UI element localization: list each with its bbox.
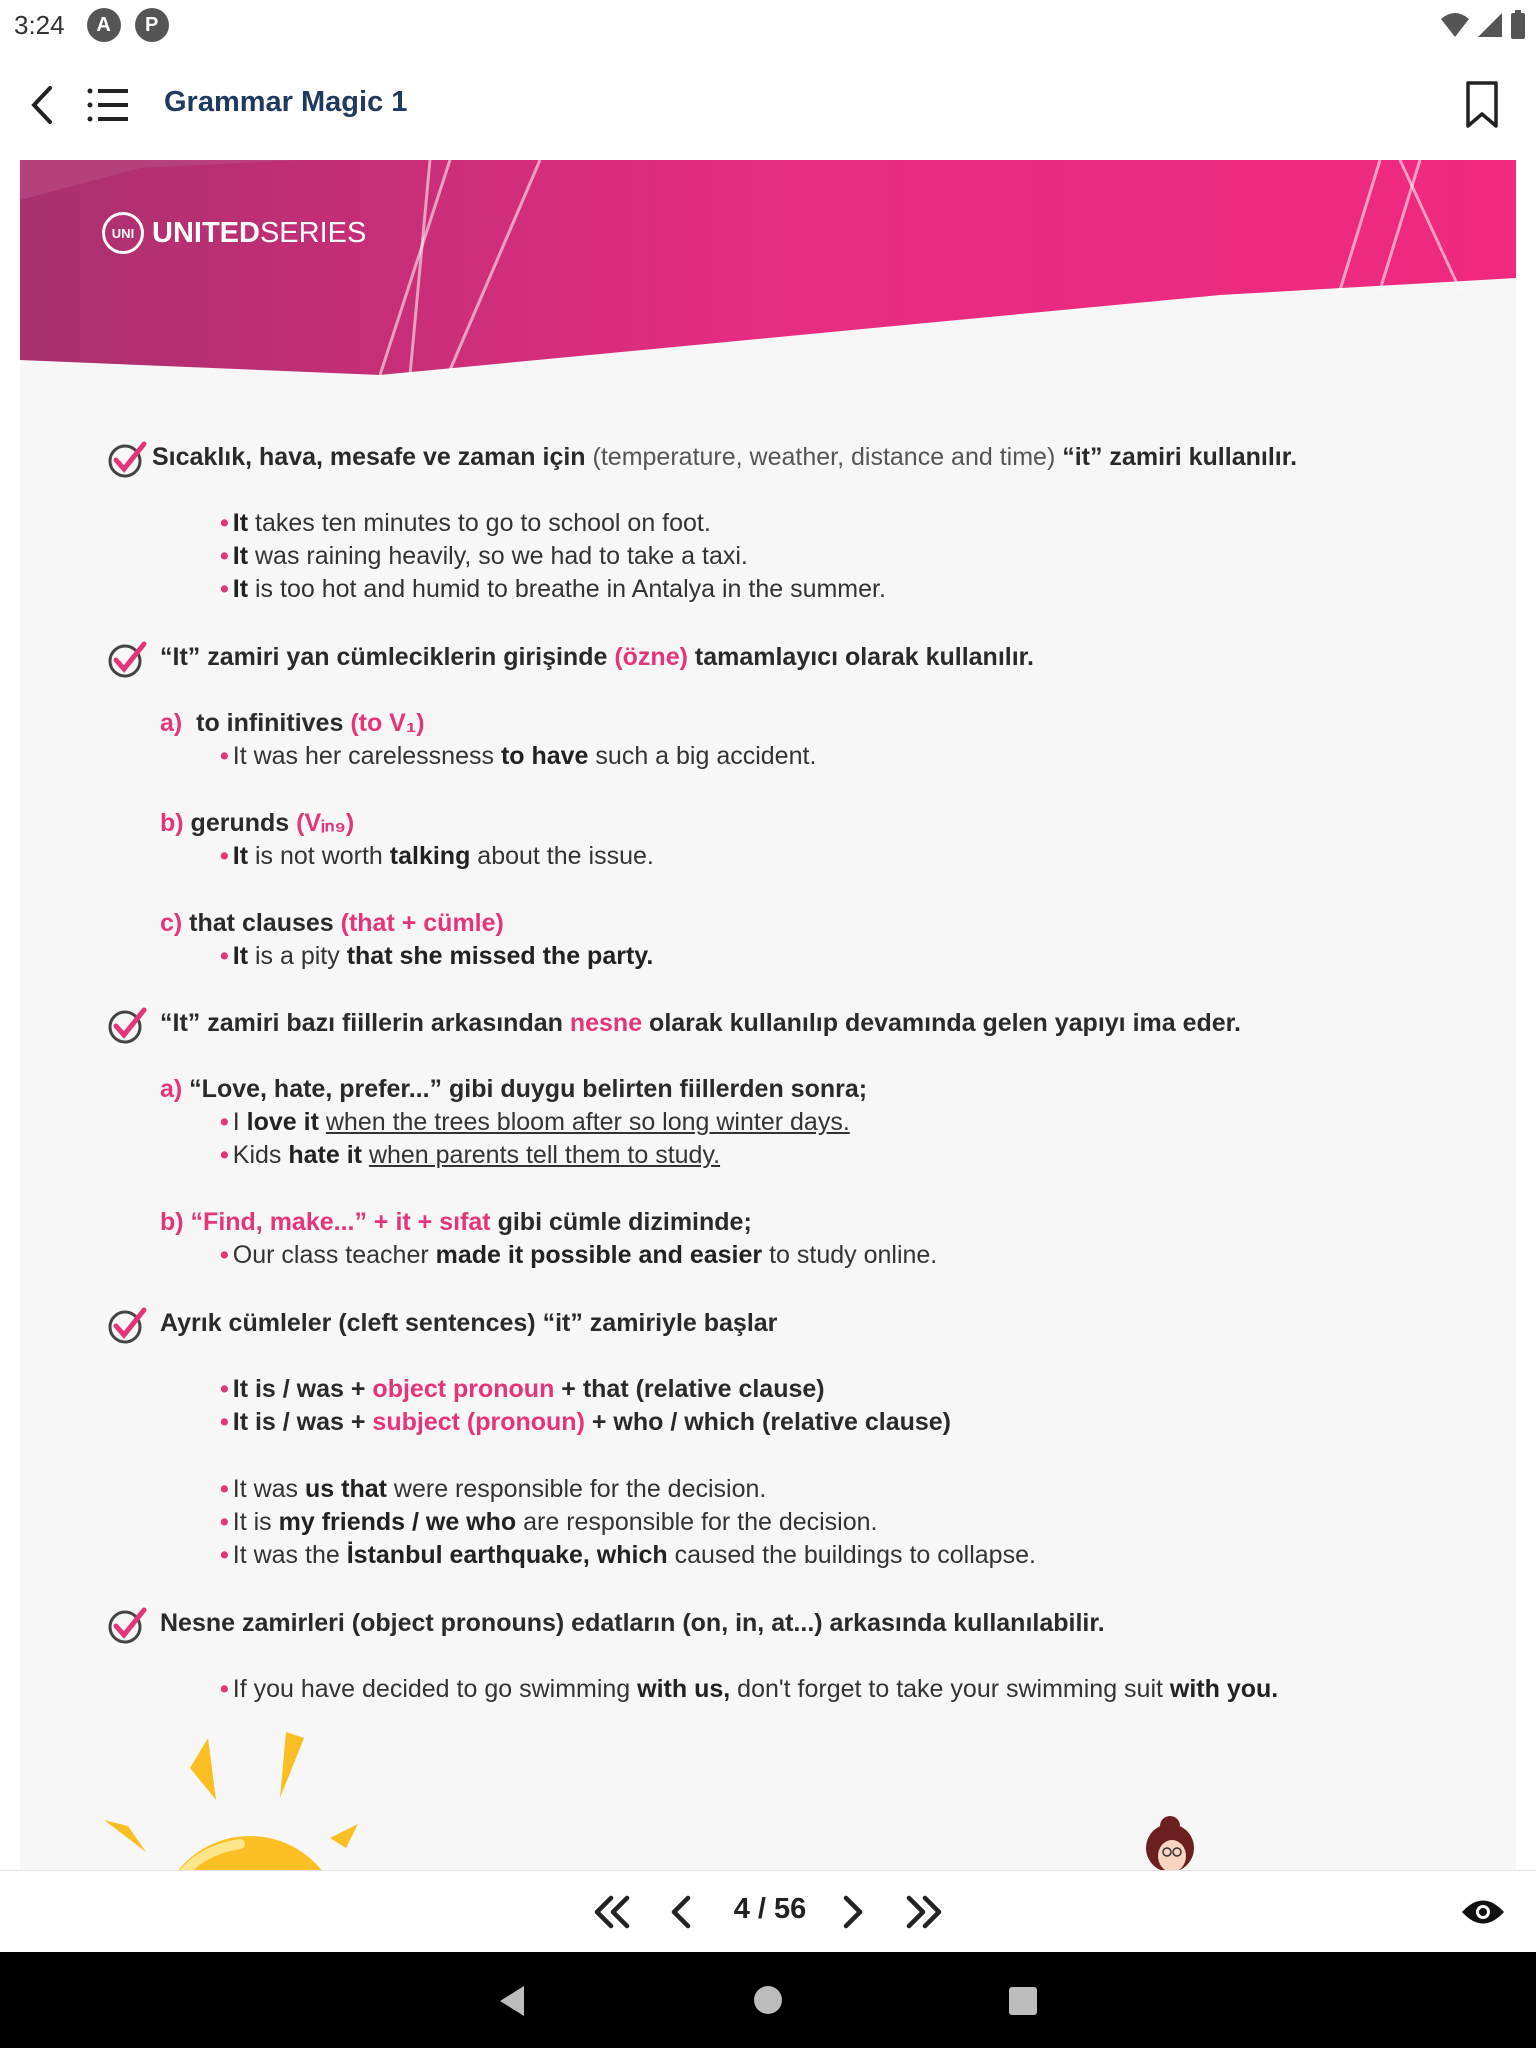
prev-page-icon: [666, 1892, 696, 1932]
system-home-icon[interactable]: [752, 1984, 784, 2016]
rule-2: [160, 642, 1034, 672]
example-2b: • It is not worth talking about the issue.: [220, 842, 654, 870]
status-time: 3:24: [14, 9, 65, 40]
rule-3-accent: nesne: [569, 1009, 643, 1037]
example-4-3: • It was the İstanbul earthquake, which caused the buildings to collapse.: [220, 1541, 1036, 1569]
ex-text: It was: [232, 1475, 306, 1503]
formula-4-2: • It is / was + subject (pronoun) + who / which (relative clause): [220, 1408, 951, 1436]
battery-icon: [1510, 10, 1526, 40]
rule-2a: [160, 708, 425, 738]
ex-text: such a big accident.: [588, 742, 817, 770]
ex-text: If you have decided to go swimming: [232, 1675, 638, 1703]
rule-3b: [160, 1207, 752, 1237]
eye-icon: [1460, 1897, 1506, 1927]
rule-1-gloss: (temperature, weather, distance and time): [592, 443, 1063, 471]
ex-text: don't forget to take your swimming suit: [730, 1675, 1170, 1703]
ex-text: + who / which (relative clause): [584, 1408, 951, 1436]
page-banner: [20, 160, 1516, 380]
checkmark-icon: [106, 638, 148, 680]
ex-bold: talking: [389, 842, 471, 870]
ex-text: were responsible for the decision.: [386, 1475, 767, 1503]
ex-text: It is: [232, 1508, 279, 1536]
ex-text: is too hot and humid to breathe in Antalya in the summer.: [248, 575, 886, 603]
ex-bold: with you.: [1169, 1675, 1279, 1703]
prev-page-button[interactable]: [654, 1887, 708, 1937]
example-1-3: • It is too hot and humid to breathe in Antalya in the summer.: [220, 575, 886, 603]
rule-3a-text: “Love, hate, prefer...” gibi duygu belirten fiillerden sonra;: [182, 1075, 868, 1103]
ex-bold: It: [232, 842, 249, 870]
book-page[interactable]: [20, 160, 1516, 1870]
letter: c): [160, 909, 183, 937]
bookmark-icon[interactable]: [1464, 80, 1500, 130]
example-4-2: • It is my friends / we who are responsible for the decision.: [220, 1508, 878, 1536]
menu-list-icon[interactable]: [86, 86, 130, 124]
ex-bold: made it possible and easier: [435, 1241, 763, 1269]
signal-icon: [1476, 11, 1504, 39]
ex-bold: to have: [500, 742, 589, 770]
checkmark-icon: [106, 1004, 148, 1046]
united-series-logo: [102, 212, 366, 254]
system-recents-icon[interactable]: [1008, 1986, 1038, 2016]
first-page-button[interactable]: [584, 1887, 638, 1937]
ex-bold: my friends / we who: [278, 1508, 517, 1536]
logo-brand-light: SERIES: [259, 216, 367, 249]
ex-bold: It: [232, 542, 249, 570]
back-arrow-icon[interactable]: [22, 80, 62, 130]
ex-bold: İstanbul earthquake, which: [346, 1541, 668, 1569]
rule-2c-accent: (that + cümle): [340, 909, 504, 937]
system-nav-bar: [0, 1952, 1536, 2048]
rule-2-accent: (özne): [614, 643, 688, 671]
rule-3: [160, 1008, 1241, 1038]
ex-text: + that (relative clause): [554, 1375, 825, 1403]
checkmark-icon: [106, 438, 148, 480]
example-1-2: • It was raining heavily, so we had to take a taxi.: [220, 542, 748, 570]
example-5-1: • If you have decided to go swimming with us, don't forget to take your swimming suit with you.: [220, 1675, 1279, 1703]
ex-bold: that she missed the party.: [346, 942, 654, 970]
rule-2b: [160, 808, 354, 838]
letter: b): [160, 809, 184, 837]
ex-text: It was her carelessness: [232, 742, 501, 770]
rule-2c-text: that clauses: [182, 909, 341, 937]
ex-bold: hate it: [288, 1141, 362, 1169]
rule-2b-text: gerunds: [183, 809, 297, 837]
app-bar: [0, 50, 1536, 160]
example-2a: • It was her carelessness to have such a big accident.: [220, 742, 817, 770]
app-notification-icon: A: [87, 8, 121, 42]
checkmark-icon: [106, 1304, 148, 1346]
pager-bar: [0, 1870, 1536, 1952]
ex-underlined: when the trees bloom after so long winter days.: [325, 1108, 850, 1136]
formula-4-1: • It is / was + object pronoun + that (relative clause): [220, 1375, 825, 1403]
ex-text: to study online.: [762, 1241, 938, 1269]
rule-4: [160, 1308, 777, 1338]
first-page-icon: [589, 1892, 633, 1932]
status-right: [1440, 10, 1526, 40]
next-page-icon: [838, 1892, 868, 1932]
ex-underlined: when parents tell them to study.: [368, 1141, 721, 1169]
ex-bold: It: [232, 942, 249, 970]
rule-5: [160, 1608, 1105, 1638]
ex-bold: with us,: [637, 1675, 731, 1703]
ex-text: It is / was +: [232, 1408, 373, 1436]
example-2c: • It is a pity that she missed the party.: [220, 942, 654, 970]
next-page-button[interactable]: [826, 1887, 880, 1937]
logo-badge: UNI: [102, 212, 144, 254]
ex-text: takes ten minutes to go to school on foot.: [248, 509, 711, 537]
rule-3-text: “It” zamiri bazı fiillerin arkasından: [160, 1009, 570, 1037]
ex-text: is not worth: [248, 842, 390, 870]
book-title: Grammar Magic 1: [164, 86, 408, 118]
page-indicator: 4 / 56: [733, 1893, 807, 1925]
rule-2-text: “It” zamiri yan cümleciklerin girişinde: [160, 643, 615, 671]
rule-3b-text: gibi cümle diziminde;: [490, 1208, 752, 1236]
ex-text: about the issue.: [470, 842, 654, 870]
rule-4-text: Ayrık cümleler (cleft sentences) “it” zamiriyle başlar: [160, 1309, 778, 1337]
rule-2-end: tamamlayıcı olarak kullanılır.: [687, 643, 1034, 671]
rule-2a-accent: (to V₁): [350, 709, 425, 737]
app-notification-icon-2: P: [135, 8, 169, 42]
letter: a): [160, 709, 183, 737]
view-toggle-button[interactable]: [1456, 1887, 1510, 1937]
ex-text: is a pity: [248, 942, 347, 970]
rule-1: [152, 442, 1297, 472]
ex-text: are responsible for the decision.: [516, 1508, 878, 1536]
rule-3-end: olarak kullanılıp devamında gelen yapıyı ima eder.: [642, 1009, 1241, 1037]
ex-text: It was the: [232, 1541, 347, 1569]
wifi-icon: [1440, 11, 1470, 39]
ex-text: Our class teacher: [232, 1241, 436, 1269]
rule-3a: [160, 1074, 867, 1104]
rule-5-text: Nesne zamirleri (object pronouns) edatların (on, in, at...) arkasında kullanılabilir.: [160, 1609, 1105, 1637]
girl-illustration: [1140, 1808, 1200, 1870]
sun-illustration: [90, 1728, 370, 1870]
example-3b: • Our class teacher made it possible and easier to study online.: [220, 1241, 938, 1269]
ex-text: It is / was +: [232, 1375, 373, 1403]
rule-2a-text: to infinitives: [182, 709, 351, 737]
ex-bold: It: [232, 575, 249, 603]
ex-text: I: [232, 1108, 247, 1136]
checkmark-icon: [106, 1604, 148, 1646]
rule-2b-accent: (Vᵢₙ₉): [296, 809, 355, 837]
last-page-icon: [903, 1892, 947, 1932]
example-3a-2: • Kids hate it when parents tell them to study.: [220, 1141, 721, 1169]
letter: a): [160, 1075, 183, 1103]
rule-3b-accent: b) “Find, make...” + it + sıfat: [160, 1208, 491, 1236]
example-3a-1: • I love it when the trees bloom after so long winter days.: [220, 1108, 850, 1136]
ex-text: Kids: [232, 1141, 289, 1169]
example-4-1: • It was us that were responsible for the decision.: [220, 1475, 767, 1503]
ex-bold: love it: [246, 1108, 319, 1136]
system-back-icon[interactable]: [496, 1984, 528, 2018]
ex-space: [362, 1141, 369, 1169]
ex-text: caused the buildings to collapse.: [667, 1541, 1036, 1569]
example-1-1: • It takes ten minutes to go to school on foot.: [220, 509, 711, 537]
ex-space: [319, 1108, 326, 1136]
rule-1-text: Sıcaklık, hava, mesafe ve zaman için: [152, 443, 593, 471]
ex-bold: It: [232, 509, 249, 537]
rule-2c: [160, 908, 504, 938]
ex-accent: object pronoun: [372, 1375, 555, 1403]
rule-1-end: “it” zamiri kullanılır.: [1062, 443, 1298, 471]
ex-bold: us that: [305, 1475, 387, 1503]
status-bar: [0, 0, 1536, 50]
logo-brand-bold: UNITED: [152, 216, 260, 249]
last-page-button[interactable]: [898, 1887, 952, 1937]
ex-text: was raining heavily, so we had to take a taxi.: [248, 542, 748, 570]
ex-accent: subject (pronoun): [372, 1408, 585, 1436]
